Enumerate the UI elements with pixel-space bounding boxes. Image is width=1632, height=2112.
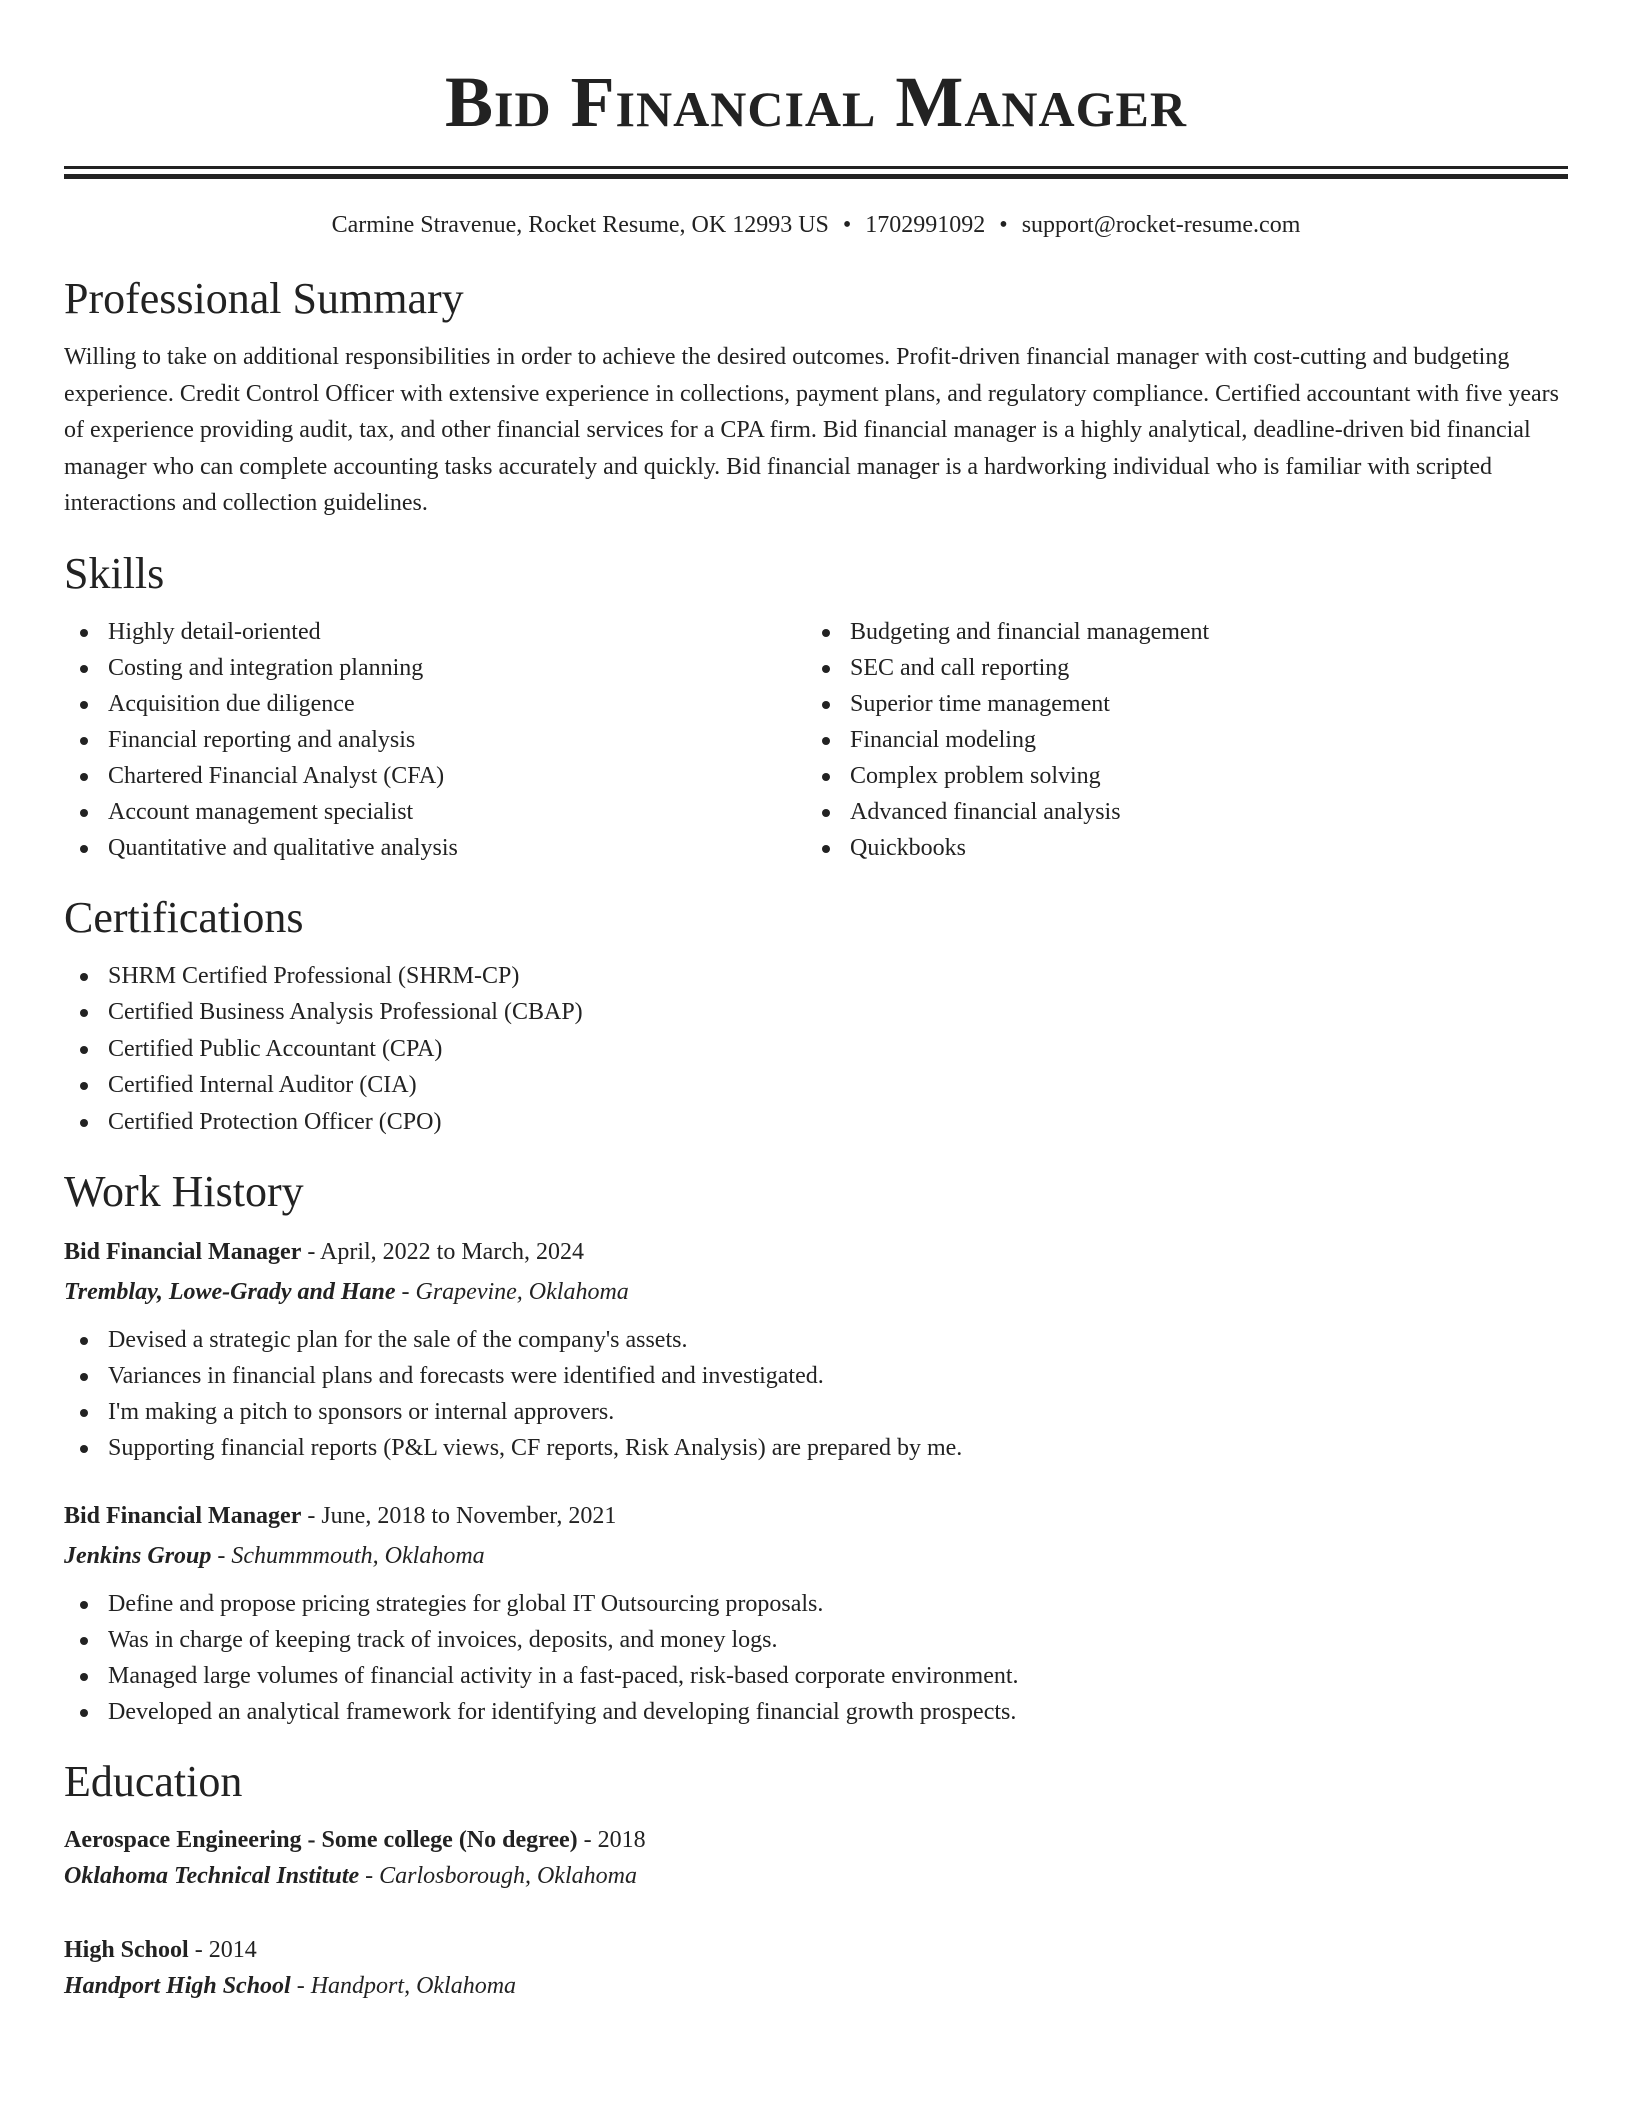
contact-separator: • bbox=[842, 212, 852, 238]
section-work-history bbox=[64, 1166, 1568, 1730]
header-rule-bottom bbox=[64, 174, 1568, 179]
section-education bbox=[64, 1756, 1568, 2004]
section-summary bbox=[64, 273, 1568, 522]
skill-item: Superior time management bbox=[806, 686, 1548, 722]
skill-item: Account management specialist bbox=[64, 794, 806, 830]
job-location: - Schummmouth, Oklahoma bbox=[211, 1543, 485, 1569]
education-location: - Handport, Oklahoma bbox=[290, 1973, 517, 1999]
education-degree: High School bbox=[64, 1937, 189, 1963]
education-degree: Aerospace Engineering - Some college (No degree) bbox=[64, 1827, 578, 1853]
job-company: Jenkins Group bbox=[64, 1543, 212, 1569]
section-certifications bbox=[64, 892, 1568, 1141]
certification-item: Certified Public Accountant (CPA) bbox=[64, 1031, 1568, 1068]
education-year: - 2018 bbox=[577, 1827, 646, 1853]
education-school-line bbox=[64, 1968, 1568, 2004]
skills-grid bbox=[64, 614, 1568, 866]
skills-list-right bbox=[806, 614, 1548, 866]
skill-item: Highly detail-oriented bbox=[64, 614, 806, 650]
job-bullet: I'm making a pitch to sponsors or internal approvers. bbox=[64, 1394, 1568, 1430]
section-heading-work: Work History bbox=[64, 1167, 304, 1216]
certification-item: Certified Internal Auditor (CIA) bbox=[64, 1067, 1568, 1104]
job-entry bbox=[64, 1496, 1568, 1730]
section-heading-summary: Professional Summary bbox=[64, 274, 464, 323]
skill-item: Budgeting and financial management bbox=[806, 614, 1548, 650]
summary-text: Willing to take on additional responsibilities in order to achieve the desired outcomes. Profit-driven financial manager with cost-cutting and budgeting experience. Credit Control Officer with extensive experience in collections, payment plans, and regulatory compliance. Certified accountant with five years of experience providing audit, tax, and other financial services for a CPA firm. Bid financial manager is a highly analytical, deadline-driven bid financial manager who can complete accounting tasks accurately and quickly. Bid financial manager is a hardworking individual who is familiar with scripted interactions and collection guidelines. bbox=[64, 344, 1560, 516]
education-school: Oklahoma Technical Institute bbox=[64, 1863, 360, 1889]
skill-item: Financial modeling bbox=[806, 722, 1548, 758]
job-entry bbox=[64, 1232, 1568, 1466]
job-title: Bid Financial Manager bbox=[64, 1239, 302, 1265]
job-bullets bbox=[64, 1322, 1568, 1466]
contact-email: support@rocket-resume.com bbox=[1021, 212, 1301, 238]
section-heading-skills: Skills bbox=[64, 548, 165, 598]
job-bullets bbox=[64, 1586, 1568, 1730]
skill-item: Chartered Financial Analyst (CFA) bbox=[64, 758, 806, 794]
job-title-line bbox=[64, 1496, 1568, 1536]
skill-item: Financial reporting and analysis bbox=[64, 722, 806, 758]
job-title: Bid Financial Manager bbox=[64, 1503, 302, 1529]
section-heading-certifications: Certifications bbox=[64, 892, 304, 942]
skill-item: Complex problem solving bbox=[806, 758, 1548, 794]
education-degree-line bbox=[64, 1822, 1568, 1858]
job-dates: - April, 2022 to March, 2024 bbox=[301, 1239, 584, 1265]
job-bullet: Devised a strategic plan for the sale of the company's assets. bbox=[64, 1322, 1568, 1358]
certification-item: SHRM Certified Professional (SHRM-CP) bbox=[64, 958, 1568, 995]
skill-item: Acquisition due diligence bbox=[64, 686, 806, 722]
skill-item: SEC and call reporting bbox=[806, 650, 1548, 686]
contact-line bbox=[64, 209, 1568, 241]
job-bullet: Supporting financial reports (P&L views, CF reports, Risk Analysis) are prepared by me. bbox=[64, 1430, 1568, 1466]
skill-item: Costing and integration planning bbox=[64, 650, 806, 686]
header-rule-top bbox=[64, 166, 1568, 169]
job-company-line bbox=[64, 1272, 1568, 1312]
education-school-line bbox=[64, 1858, 1568, 1894]
education-entry bbox=[64, 1822, 1568, 1894]
job-title-line bbox=[64, 1232, 1568, 1272]
contact-phone: 1702991092 bbox=[865, 212, 986, 238]
resume-name: Bid Financial Manager bbox=[444, 62, 1187, 142]
skills-list-left bbox=[64, 614, 806, 866]
section-heading-education: Education bbox=[64, 1757, 243, 1806]
education-school: Handport High School bbox=[64, 1973, 291, 1999]
contact-address: Carmine Stravenue, Rocket Resume, OK 12993 US bbox=[331, 212, 829, 238]
skill-item: Quantitative and qualitative analysis bbox=[64, 830, 806, 866]
education-entry bbox=[64, 1932, 1568, 2004]
job-bullet: Developed an analytical framework for identifying and developing financial growth prospects. bbox=[64, 1694, 1568, 1730]
certifications-list bbox=[64, 958, 1568, 1141]
job-bullet: Was in charge of keeping track of invoices, deposits, and money logs. bbox=[64, 1622, 1568, 1658]
resume-page bbox=[64, 0, 1568, 2004]
job-bullet: Define and propose pricing strategies for global IT Outsourcing proposals. bbox=[64, 1586, 1568, 1622]
skill-item: Quickbooks bbox=[806, 830, 1548, 866]
certification-item: Certified Protection Officer (CPO) bbox=[64, 1104, 1568, 1141]
job-bullet: Managed large volumes of financial activity in a fast-paced, risk-based corporate environment. bbox=[64, 1658, 1568, 1694]
certification-item: Certified Business Analysis Professional (CBAP) bbox=[64, 994, 1568, 1031]
education-year: - 2014 bbox=[188, 1937, 257, 1963]
job-company: Tremblay, Lowe-Grady and Hane bbox=[64, 1279, 396, 1305]
skill-item: Advanced financial analysis bbox=[806, 794, 1548, 830]
job-location: - Grapevine, Oklahoma bbox=[395, 1279, 629, 1305]
job-dates: - June, 2018 to November, 2021 bbox=[301, 1503, 617, 1529]
section-skills bbox=[64, 548, 1568, 866]
contact-separator: • bbox=[999, 212, 1008, 238]
job-bullet: Variances in financial plans and forecasts were identified and investigated. bbox=[64, 1358, 1568, 1394]
job-company-line bbox=[64, 1536, 1568, 1576]
education-location: - Carlosborough, Oklahoma bbox=[359, 1863, 637, 1889]
education-degree-line bbox=[64, 1932, 1568, 1968]
